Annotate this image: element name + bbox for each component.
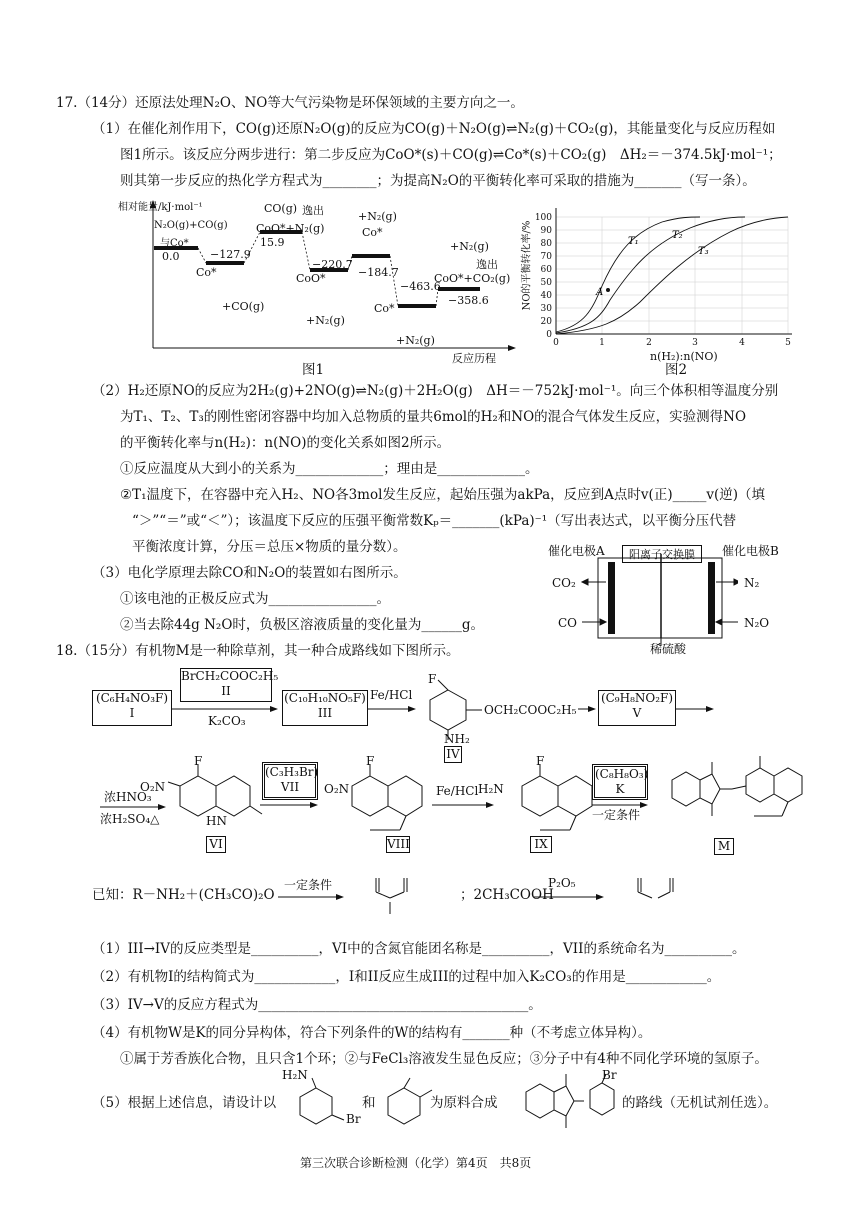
svg-text:2: 2 [646,338,652,348]
q18-part3: （3）IV→V的反应方程式为________________________________________。 [92,997,542,1013]
compound-6-hn: HN [206,814,227,828]
q18-header: 18.（15分）有机物M是一种除草剂，其一种合成路线如下图所示。 [56,643,460,659]
compound-6-label: VI [206,836,226,853]
reagent-7-label: VII [280,780,300,794]
electrolytic-cell [578,548,738,648]
q18-part2: （2）有机物I的结构简式为____________，I和II反应生成III的过程中加入K₂CO₃的作用是____________。 [92,969,721,985]
q17-part3-sub1: ①该电池的正极反应式为________________。 [120,591,390,607]
conversion-plot [530,200,800,350]
cell-membrane: 阳离子交换膜 [622,545,702,563]
q17-part2-sub2b: “＞”“＝”或“＜”）；该温度下反应的压强平衡常数Kₚ＝_______(kPa)⁻¹（写出表达式，以平衡分压代替 [132,513,737,529]
q17-part1-line1: （1）在催化剂作用下，CO(g)还原N₂O(g)的反应为CO(g)＋N₂O(g)⇌N₂(g)＋CO₂(g)，其能量变化与反应历程如 [92,121,776,137]
compound-3-box [282,690,368,726]
reagent-7-formula: (C₃H₃Br) [265,765,319,779]
fig1-level-4: −184.7 [358,266,399,279]
q17-part2-line2: 为T₁、T₂、T₃的刚性密闭容器中均加入总物质的量共6mol的H₂和NO的混合气体发生反应，实验测得NO [120,409,747,425]
svg-text:1: 1 [599,338,605,348]
compound-8-label: VIII [387,837,410,851]
compound-9-label: IX [530,836,552,853]
compound-6-o2n: O₂N [140,780,166,794]
svg-text:60: 60 [540,265,552,275]
cell-n2: N₂ [744,576,760,590]
q17-part2-sub1: ①反应温度从大到小的关系为_____________；理由是_____________。 [120,461,539,477]
arrow-4-5 [576,704,598,714]
cell-n2o: N₂O [744,616,770,630]
fig1-level-6: −358.6 [448,294,489,307]
compound-9-f: F [536,754,545,768]
cell-acid: 稀硫酸 [650,642,687,656]
fig1-level-1: −127.9 [210,248,251,261]
svg-text:3: 3 [692,338,698,348]
compound-1-formula: (C₆H₄NO₃F) [95,691,169,705]
q18-part1: （1）III→IV的反应类型是__________，VI中的含氮官能团名称是__________，VII的系统命名为__________。 [92,941,746,957]
k2co3-label: K₂CO₃ [208,714,246,728]
reagent-k-formula: (C₈H₈O₃) [595,767,649,781]
fig1-species-2: Co* [196,266,217,279]
fig1-species-1: 与Co* [160,238,189,249]
reagent-2-label: II [221,684,231,698]
fig1-species-6: 逸出 [302,204,324,217]
fig1-ylabel: 相对能量/kJ·mol⁻¹ [118,202,203,213]
compound-8-f: F [366,754,375,768]
compound-5-label: V [632,706,642,720]
fig1-species-13: CoO*+CO₂(g) [434,272,511,285]
reagent-2-formula: BrCH₂COOC₂H₅ [181,669,279,683]
fig1-species-11: Co* [374,302,395,315]
q17-part1-line3: 则其第一步反应的热化学方程式为________；为提高N₂O的平衡转化率可采取的措施为_______（写一条）。 [120,173,756,189]
q18-part5-prefix: （5）根据上述信息，请设计以 [92,1095,277,1111]
known-product-1 [350,866,460,926]
svg-text:30: 30 [540,304,552,314]
known-condition: 一定条件 [284,878,333,892]
cell-electrode-a: 催化电极A [548,544,605,558]
known-product-2 [610,866,720,906]
svg-text:5: 5 [785,338,791,348]
fig1-species-7: +N₂(g) [358,210,397,223]
q5-starting-material-2 [378,1074,438,1130]
compound-4-label: IV [444,746,462,763]
condition-label: 一定条件 [592,808,641,822]
compound-5-formula: (C₉H₈NO₂F) [600,691,674,705]
compound-6-f: F [194,754,203,768]
fe-hcl-2: Fe/HCl [436,784,479,798]
fig1-level-2: 15.9 [260,236,285,249]
cell-co2: CO₂ [552,576,576,590]
q5-target-structure [504,1064,616,1138]
compound-3-label: III [317,706,333,720]
fig1-species-15: 逸出 [476,258,498,271]
arrow-8-9 [430,800,496,810]
page-footer: 第三次联合诊断检测（化学）第4页 共8页 [300,1156,532,1170]
compound-4-substituent: OCH₂COOC₂H₅ [484,703,577,717]
compound-4-f: F [428,672,437,686]
cell-co: CO [558,616,578,630]
p2o5-label: P₂O₅ [548,876,576,890]
h2so4-label: 浓H₂SO₄△ [100,812,160,826]
svg-text:0: 0 [546,330,552,340]
arrow-1-2 [170,704,280,714]
compound-m-label: M [714,838,734,855]
compound-1-label: I [129,706,135,720]
fig1-species-4: CO(g) [264,202,298,215]
hno3-label: 浓HNO₃ [104,790,152,804]
fig1-species-10: +N₂(g) [306,314,345,327]
svg-text:90: 90 [540,226,552,236]
q17-part2-line1: （2）H₂还原NO的反应为2H₂(g)+2NO(g)⇌N₂(g)＋2H₂O(g) ΔH＝－752kJ·mol⁻¹。向三个体积相等温度分别 [92,383,779,399]
svg-text:70: 70 [540,252,552,262]
fe-hcl-1: Fe/HCl [370,688,413,702]
svg-text:T₁: T₁ [628,236,639,247]
reagent-2-box [180,668,279,702]
fig2-ylabel: NO的平衡转化率/% [521,220,533,311]
fig1-species-0: N₂O(g)+CO(g) [154,220,228,231]
q17-part2-sub2c: 平衡浓度计算，分压＝总压×物质的量分数）。 [132,539,407,555]
fig1-species-8: Co* [362,226,383,239]
q5-br-2: Br [602,1068,617,1082]
compound-8-structure [330,756,440,846]
fig1-level-0: 0.0 [162,250,180,263]
compound-8-o2n: O₂N [324,782,350,796]
svg-text:T₃: T₃ [698,246,709,257]
arrow-6-8 [258,800,320,810]
fig1-species-3: +CO(g) [222,300,265,313]
arrow-known-2 [532,892,606,902]
q17-part1-line2: 图1所示。该反应分两步进行：第二步反应为CoO*(s)＋CO(g)⇌Co*(s)＋CO₂(g) ΔH₂＝－374.5kJ·mol⁻¹； [120,147,782,163]
q18-part4b: ①属于芳香族化合物，且只含1个环；②与FeCl₃溶液发生显色反应；③分子中有4种不同化学环境的氢原子。 [120,1051,768,1067]
compound-5-box [598,690,676,726]
svg-text:T₂: T₂ [672,230,683,241]
q5-br-1: Br [346,1112,361,1126]
fig1-caption: 图1 [302,362,325,378]
fig1-species-14: +N₂(g) [450,240,489,253]
q17-part2-line3: 的平衡转化率与n(H₂)：n(NO)的变化关系如图2所示。 [120,435,451,451]
fig2-caption: 图2 [665,362,688,378]
fig2-xlabel: n(H₂):n(NO) [650,350,718,363]
fig1-species-12: +N₂(g) [396,334,435,347]
cell-electrode-b: 催化电极B [722,544,779,558]
compound-9-h2n: H₂N [478,782,504,796]
q17-part3-sub2: ②当去除44g N₂O时，负极区溶液质量的变化量为______g。 [120,617,485,633]
svg-text:4: 4 [739,338,745,348]
q17-part2-sub2a: ②T₁温度下，在容器中充入H₂、NO各3mol发生反应，起始压强为akPa，反应到A点时v(正)_____v(逆)（填 [120,487,765,503]
compound-4-nh2: NH₂ [444,732,470,746]
svg-text:0: 0 [553,338,559,348]
svg-text:100: 100 [534,213,552,223]
known-mid: ；2CH₃COOH [460,887,554,903]
q18-part4a: （4）有机物W是K的同分异构体，符合下列条件的W的结构有_______种（不考虑立体异构）。 [92,1025,652,1041]
fig1-level-5: −463.6 [400,280,441,293]
compound-m-structure [650,744,810,844]
svg-text:A: A [596,287,604,298]
compound-3-formula: (C₁₀H₁₀NO₅F) [284,691,366,705]
svg-text:80: 80 [540,239,552,249]
svg-text:40: 40 [540,291,552,301]
svg-text:20: 20 [540,317,552,327]
reagent-7-box [262,762,318,800]
fig1-species-9: CoO* [296,272,326,285]
compound-1-box [92,690,172,726]
q18-part5-and: 和 [362,1095,376,1111]
fig1-level-3: −220.7 [312,258,353,271]
svg-text:50: 50 [540,278,552,288]
reagent-k-label: K [615,782,625,796]
arrow-3-4 [366,704,418,714]
fig1-xlabel: 反应历程 [452,352,496,365]
compound-6-structure [158,756,268,846]
q17-part3-line1: （3）电化学原理去除CO和N₂O的装置如右图所示。 [92,565,407,581]
q5-h2n: H₂N [282,1068,308,1082]
q17-header: 17.（14分）还原法处理N₂O、NO等大气污染物是环保领域的主要方向之一。 [56,95,524,111]
arrow-known-1 [276,892,346,902]
q18-part5-suffix: 的路线（无机试剂任选）。 [622,1095,778,1111]
arrow-5-6 [674,704,716,714]
fig1-species-5: CoO*+N₂(g) [256,222,325,235]
reagent-k-box [592,764,648,800]
q18-part5-mid: 为原料合成 [430,1095,498,1111]
known-prefix: 已知：R－NH₂＋(CH₃CO)₂O [92,887,275,903]
